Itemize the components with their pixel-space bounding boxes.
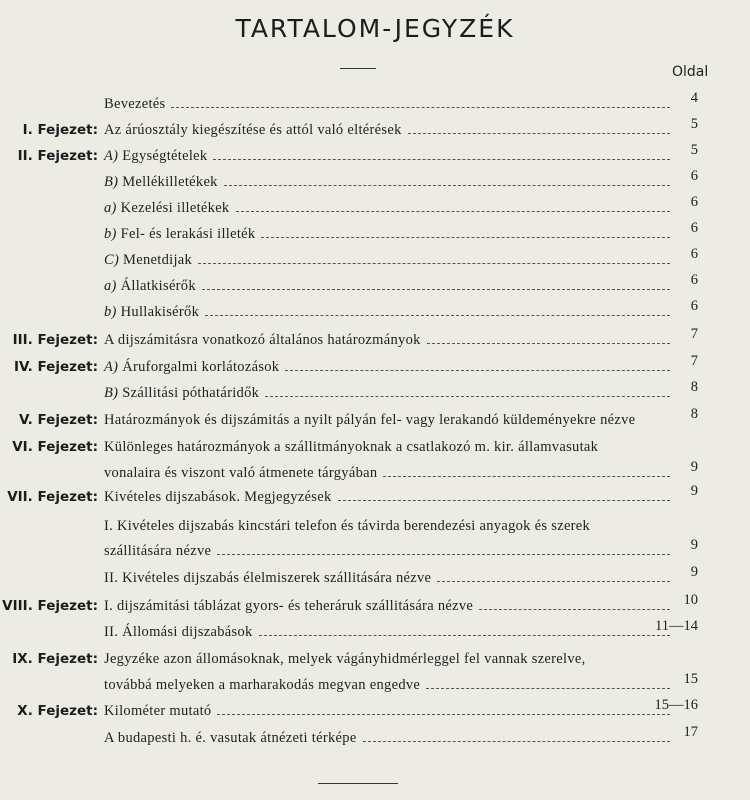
entry-title: Egységtételek bbox=[122, 148, 208, 164]
toc-row bbox=[0, 459, 750, 485]
entry-line bbox=[104, 224, 670, 244]
toc-row bbox=[0, 326, 750, 352]
chapter-label: IX. Fejezet: bbox=[12, 651, 98, 667]
entry-mark: A) bbox=[104, 359, 119, 375]
entry-line bbox=[104, 701, 670, 721]
toc-row bbox=[0, 697, 750, 723]
entry-line bbox=[104, 146, 670, 166]
chapter-label: I. Fejezet: bbox=[22, 122, 98, 138]
entry-text bbox=[104, 250, 192, 270]
toc-row bbox=[0, 353, 750, 379]
page-number: 9 bbox=[690, 564, 698, 580]
toc-row bbox=[0, 90, 750, 116]
page-number: 6 bbox=[690, 168, 698, 184]
page-number: 10 bbox=[683, 592, 698, 608]
entry-text bbox=[104, 437, 598, 457]
entry-text bbox=[104, 487, 332, 507]
page-number: 9 bbox=[690, 537, 698, 553]
entry-title: Különleges határozmányok a szállitmányoknak a csatlakozó m. kir. államvasutak bbox=[104, 439, 599, 455]
entry-line bbox=[104, 357, 670, 377]
entry-title: II. Állomási dijszabások bbox=[104, 624, 253, 640]
entry-title: Jegyzéke azon állomásoknak, melyek vágányhidmérleggel fel vannak szerelve, bbox=[104, 651, 586, 667]
entry-text bbox=[104, 596, 473, 616]
entry-title: Áruforgalmi korlátozások bbox=[122, 359, 280, 375]
entry-title: II. Kivételes dijszabás élelmiszerek szállitására nézve bbox=[104, 570, 432, 586]
entry-line bbox=[104, 622, 670, 642]
entry-text bbox=[104, 224, 255, 244]
entry-title: Bevezetés bbox=[104, 96, 166, 112]
leader-dots bbox=[261, 236, 670, 238]
entry-mark: B) bbox=[104, 385, 119, 401]
leader-dots bbox=[198, 262, 670, 264]
entry-text bbox=[104, 649, 586, 669]
entry-line bbox=[104, 302, 670, 322]
page-number: 9 bbox=[690, 459, 698, 475]
leader-dots bbox=[363, 740, 670, 742]
entry-text bbox=[104, 410, 635, 430]
toc-row bbox=[0, 298, 750, 324]
entry-text bbox=[104, 568, 431, 588]
toc-row bbox=[0, 437, 750, 459]
page-number: 7 bbox=[690, 326, 698, 342]
page-number: 11—14 bbox=[655, 618, 698, 634]
chapter-label: II. Fejezet: bbox=[17, 148, 98, 164]
toc-row bbox=[0, 272, 750, 298]
page-number: 15—16 bbox=[654, 697, 698, 713]
page-column-header: Oldal bbox=[672, 64, 709, 80]
leader-dots bbox=[408, 132, 670, 134]
leader-dots bbox=[205, 314, 670, 316]
entry-text bbox=[104, 172, 218, 192]
entry-mark: b) bbox=[104, 226, 117, 242]
page-number: 8 bbox=[690, 379, 698, 395]
toc-row bbox=[0, 483, 750, 509]
entry-title: vonalaira és viszont való átmenete tárgyában bbox=[104, 465, 378, 481]
leader-dots bbox=[217, 713, 670, 715]
entry-text bbox=[104, 276, 196, 296]
toc-row bbox=[0, 168, 750, 194]
entry-line bbox=[104, 172, 670, 192]
bottom-divider bbox=[318, 783, 398, 784]
toc-row bbox=[0, 194, 750, 220]
entry-text bbox=[104, 94, 165, 114]
leader-dots bbox=[259, 634, 670, 636]
entry-mark: a) bbox=[104, 200, 117, 216]
page-number: 15 bbox=[683, 671, 698, 687]
chapter-label: VI. Fejezet: bbox=[12, 439, 98, 455]
page-number: 6 bbox=[690, 220, 698, 236]
leader-dots bbox=[236, 210, 671, 212]
entry-mark: b) bbox=[104, 304, 117, 320]
entry-title: A dijszámitásra vonatkozó általános határozmányok bbox=[104, 332, 421, 348]
entry-title: I. Kivételes dijszabás kincstári telefon és távirda berendezési anyagok és szerek bbox=[104, 518, 591, 534]
entry-text bbox=[104, 516, 590, 536]
toc-row bbox=[0, 564, 750, 590]
leader-dots bbox=[265, 395, 670, 397]
entry-line bbox=[104, 541, 670, 561]
toc-row bbox=[0, 379, 750, 405]
chapter-label: VII. Fejezet: bbox=[7, 489, 98, 505]
entry-text bbox=[104, 383, 259, 403]
leader-dots bbox=[202, 288, 670, 290]
page-title: TARTALOM-JEGYZÉK bbox=[235, 14, 515, 43]
entry-text bbox=[104, 146, 207, 166]
entry-text bbox=[104, 120, 402, 140]
entry-text bbox=[104, 198, 230, 218]
leader-dots bbox=[171, 106, 670, 108]
entry-title: Kilométer mutató bbox=[104, 703, 212, 719]
toc-row bbox=[0, 537, 750, 563]
entry-line bbox=[104, 250, 670, 270]
entry-text bbox=[104, 701, 211, 721]
title-divider bbox=[340, 68, 376, 69]
entry-line bbox=[104, 276, 670, 296]
entry-line bbox=[104, 728, 670, 748]
chapter-label: III. Fejezet: bbox=[12, 332, 98, 348]
toc-row bbox=[0, 142, 750, 168]
toc-row bbox=[0, 246, 750, 272]
entry-title: A budapesti h. é. vasutak átnézeti térképe bbox=[104, 730, 357, 746]
page-number: 7 bbox=[690, 353, 698, 369]
entry-line bbox=[104, 410, 670, 430]
toc-row bbox=[0, 592, 750, 618]
entry-mark: B) bbox=[104, 174, 119, 190]
entry-line bbox=[104, 596, 670, 616]
entry-line bbox=[104, 675, 670, 695]
chapter-label: IV. Fejezet: bbox=[13, 359, 98, 375]
entry-text bbox=[104, 357, 279, 377]
entry-text bbox=[104, 463, 377, 483]
leader-dots bbox=[285, 369, 670, 371]
entry-text bbox=[104, 675, 420, 695]
entry-line bbox=[104, 94, 670, 114]
leader-dots bbox=[479, 608, 670, 610]
entry-text bbox=[104, 541, 211, 561]
entry-mark: a) bbox=[104, 278, 117, 294]
entry-title: Menetdijak bbox=[123, 252, 193, 268]
leader-dots bbox=[213, 158, 670, 160]
leader-dots bbox=[383, 475, 670, 477]
toc-row bbox=[0, 649, 750, 671]
entry-title: Szállitási póthatáridők bbox=[122, 385, 260, 401]
entry-line bbox=[104, 463, 670, 483]
entry-text bbox=[104, 302, 199, 322]
chapter-label: V. Fejezet: bbox=[18, 412, 98, 428]
toc-row bbox=[0, 116, 750, 142]
toc-row bbox=[0, 671, 750, 697]
entry-title: Az árúosztály kiegészítése és attól való eltérések bbox=[104, 122, 402, 138]
entry-line bbox=[104, 649, 670, 669]
page-number: 6 bbox=[690, 272, 698, 288]
toc-row bbox=[0, 220, 750, 246]
page-number: 6 bbox=[690, 246, 698, 262]
entry-title: Hullakisérők bbox=[120, 304, 200, 320]
entry-mark: A) bbox=[104, 148, 119, 164]
page-number: 17 bbox=[683, 724, 698, 740]
chapter-label: X. Fejezet: bbox=[17, 703, 98, 719]
entry-line bbox=[104, 198, 670, 218]
page-number: 5 bbox=[690, 116, 698, 132]
leader-dots bbox=[426, 687, 670, 689]
entry-line bbox=[104, 568, 670, 588]
entry-title: Kezelési illetékek bbox=[120, 200, 230, 216]
leader-dots bbox=[437, 580, 670, 582]
toc-row bbox=[0, 618, 750, 644]
entry-title: Határozmányok és dijszámitás a nyilt pályán fel- vagy lerakandó küldeményekre nézve bbox=[104, 412, 636, 428]
entry-title: I. dijszámitási táblázat gyors- és teheráruk szállitására nézve bbox=[104, 598, 474, 614]
entry-text bbox=[104, 728, 357, 748]
toc-row bbox=[0, 724, 750, 750]
entry-line bbox=[104, 383, 670, 403]
entry-line bbox=[104, 487, 670, 507]
page-number: 9 bbox=[690, 483, 698, 499]
leader-dots bbox=[224, 184, 670, 186]
leader-dots bbox=[427, 342, 670, 344]
entry-title: szállitására nézve bbox=[104, 543, 212, 559]
entry-line bbox=[104, 516, 670, 536]
entry-line bbox=[104, 437, 670, 457]
leader-dots bbox=[338, 499, 670, 501]
toc-row bbox=[0, 406, 750, 432]
chapter-label: VIII. Fejezet: bbox=[2, 598, 98, 614]
entry-title: Fel- és lerakási illeték bbox=[120, 226, 256, 242]
entry-line bbox=[104, 330, 670, 350]
page-number: 6 bbox=[690, 298, 698, 314]
entry-title: Állatkisérők bbox=[120, 278, 196, 294]
entry-title: továbbá melyeken a marharakodás megvan engedve bbox=[104, 677, 421, 693]
page-number: 6 bbox=[690, 194, 698, 210]
entry-mark: C) bbox=[104, 252, 120, 268]
page-number: 8 bbox=[690, 406, 698, 422]
entry-text bbox=[104, 622, 253, 642]
toc-row bbox=[0, 516, 750, 538]
page-number: 5 bbox=[690, 142, 698, 158]
entry-text bbox=[104, 330, 421, 350]
entry-line bbox=[104, 120, 670, 140]
entry-title: Kivételes dijszabások. Megjegyzések bbox=[104, 489, 332, 505]
entry-title: Mellékilletékek bbox=[122, 174, 218, 190]
page-number: 4 bbox=[690, 90, 698, 106]
leader-dots bbox=[217, 553, 670, 555]
